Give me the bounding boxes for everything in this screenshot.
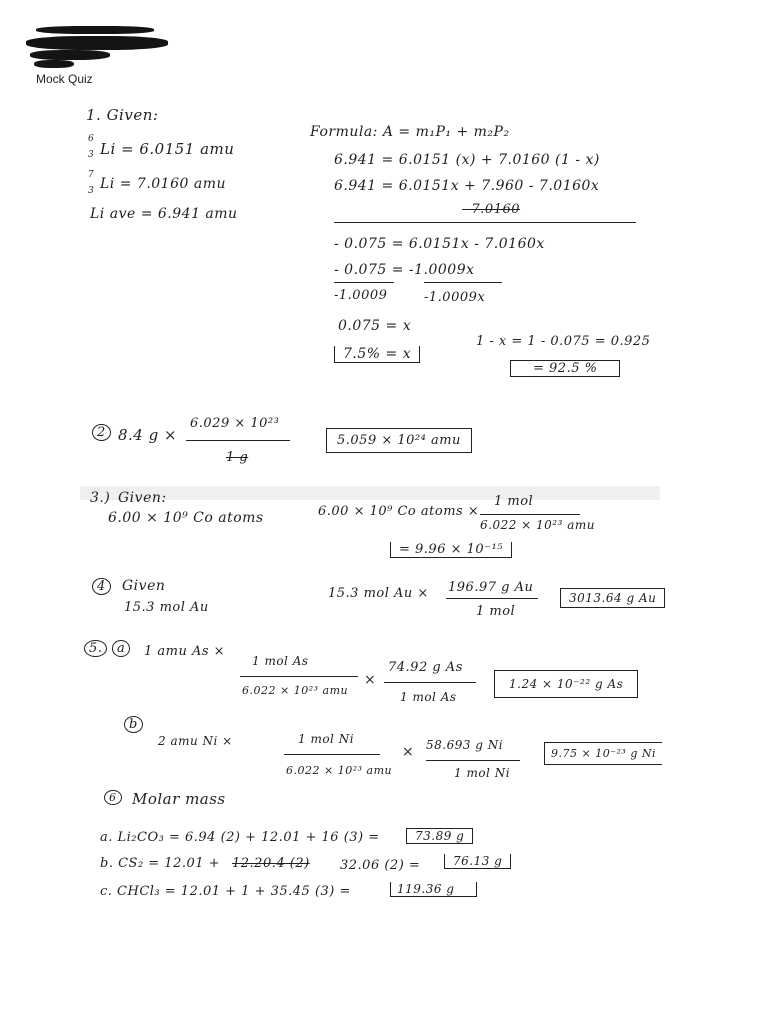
q5a-circle: a: [112, 640, 130, 657]
q1-li7-mass: 7: [88, 170, 95, 180]
q1-li-ave: Li ave = 6.941 amu: [90, 206, 238, 222]
q2-number: [92, 424, 111, 441]
q1-step5: - 0.075 = -1.0009x: [334, 262, 475, 278]
q1-step1: 6.941 = 6.0151 (x) + 7.0160 (1 - x): [334, 152, 600, 168]
q6-b: b. CS₂ = 12.01 +: [100, 856, 221, 871]
q5a-denominator1: 6.022 × 10²³ amu: [242, 684, 349, 697]
q5a-lhs: 1 amu As ×: [144, 644, 226, 659]
q2-denominator: 1 g: [226, 450, 249, 465]
q4-circle: 4: [92, 578, 111, 595]
q2-circle: 2: [92, 424, 111, 441]
q1-fraction-line: [334, 282, 394, 283]
q6-title: Molar mass: [132, 790, 226, 808]
q5-number: [84, 640, 130, 657]
q3-fraction-line: [480, 514, 580, 515]
q2-answer: 5.059 × 10²⁴ amu: [326, 428, 472, 453]
q2-fraction-line: [186, 440, 290, 441]
q5a-numerator2: 74.92 g As: [388, 660, 463, 675]
q1-li6-z: 3: [88, 150, 95, 160]
q6-circle: 6: [104, 790, 122, 805]
q4-fraction-line: [446, 598, 538, 599]
q4-numerator: 196.97 g Au: [448, 580, 534, 595]
q1-answer1: 7.5% = x: [334, 346, 420, 363]
q1-given: 1. Given:: [86, 106, 159, 124]
q3-value: 6.00 × 10⁹ Co atoms: [108, 510, 264, 526]
q5b-denominator1: 6.022 × 10²³ amu: [286, 764, 393, 777]
q6-c-answer: 119.36 g: [390, 882, 477, 897]
q1-step6a: -1.0009: [334, 288, 388, 303]
q1-step4: - 0.075 = 6.0151x - 7.0160x: [334, 236, 545, 252]
q6-b-answer: 76.13 g: [444, 854, 511, 869]
q5a-numerator1: 1 mol As: [252, 654, 309, 668]
q3-number: 3.): [90, 490, 111, 506]
page-label: Mock Quiz: [36, 72, 93, 86]
q4-denominator: 1 mol: [476, 604, 516, 619]
q4-value: 15.3 mol Au: [124, 600, 209, 615]
q1-li6-mass: 6: [88, 134, 95, 144]
q5b-fraction-line: [284, 754, 380, 755]
q5b-denominator2: 1 mol Ni: [454, 766, 511, 780]
q3-calc: 6.00 × 10⁹ Co atoms ×: [318, 504, 480, 519]
q5b-circle: b: [124, 716, 143, 733]
q4-number: [92, 578, 111, 595]
q3-given: Given:: [118, 490, 167, 506]
redaction-mark: [36, 26, 154, 34]
q1-step6b: -1.0009x: [424, 290, 486, 305]
q5-circle: 5.: [84, 640, 107, 657]
q6-a-answer: 73.89 g: [406, 828, 473, 844]
q3-answer: = 9.96 × 10⁻¹⁵: [390, 542, 512, 558]
q6-c: c. CHCl₃ = 12.01 + 1 + 35.45 (3) =: [100, 884, 351, 899]
q4-answer: 3013.64 g Au: [560, 588, 665, 608]
q5b-numerator2: 58.693 g Ni: [426, 738, 504, 752]
redaction-mark: [34, 60, 74, 68]
scan-band: [80, 486, 660, 500]
q5b-numerator1: 1 mol Ni: [298, 732, 355, 746]
q6-b-rest: 32.06 (2) =: [340, 858, 421, 873]
q5b-label: [124, 716, 143, 733]
q1-rhs: 1 - x = 1 - 0.075 = 0.925: [476, 334, 651, 349]
q3-numerator: 1 mol: [494, 494, 534, 509]
q5a-fraction-line: [240, 676, 358, 677]
q5b-lhs: 2 amu Ni ×: [158, 734, 233, 748]
redaction-mark: [26, 36, 168, 50]
q1-step2: 6.941 = 6.0151x + 7.960 - 7.0160x: [334, 178, 600, 194]
q5a-answer: 1.24 × 10⁻²² g As: [494, 670, 638, 698]
q5a-denominator2: 1 mol As: [400, 690, 457, 704]
q1-li7: Li = 7.0160 amu: [100, 176, 226, 192]
q1-answer2: = 92.5 %: [510, 360, 620, 377]
q5b-fraction-line: [426, 760, 520, 761]
redaction-mark: [30, 50, 110, 60]
q5b-times: ×: [402, 744, 415, 760]
q2-numerator: 6.029 × 10²³: [190, 416, 280, 431]
q5a-fraction-line: [384, 682, 476, 683]
q1-step7: 0.075 = x: [338, 318, 412, 334]
q1-formula: Formula: A = m₁P₁ + m₂P₂: [310, 124, 510, 140]
q6-b-strike: 12.20.4 (2): [232, 856, 310, 871]
q1-step3: - 7.0160: [462, 202, 521, 217]
q4-calc: 15.3 mol Au ×: [328, 586, 429, 601]
q2-lhs: 8.4 g ×: [118, 426, 178, 444]
q3-denominator: 6.022 × 10²³ amu: [480, 518, 596, 532]
q1-li6: Li = 6.0151 amu: [100, 140, 235, 158]
q6-a: a. Li₂CO₃ = 6.94 (2) + 12.01 + 16 (3) =: [100, 830, 380, 845]
q1-fraction-line: [424, 282, 502, 283]
q6-number: [104, 790, 122, 805]
q1-divider: [334, 222, 636, 223]
q4-given: Given: [122, 578, 166, 594]
q5a-times: ×: [364, 672, 377, 688]
q1-li7-z: 3: [88, 186, 95, 196]
q5b-answer: 9.75 × 10⁻²³ g Ni: [544, 742, 662, 765]
